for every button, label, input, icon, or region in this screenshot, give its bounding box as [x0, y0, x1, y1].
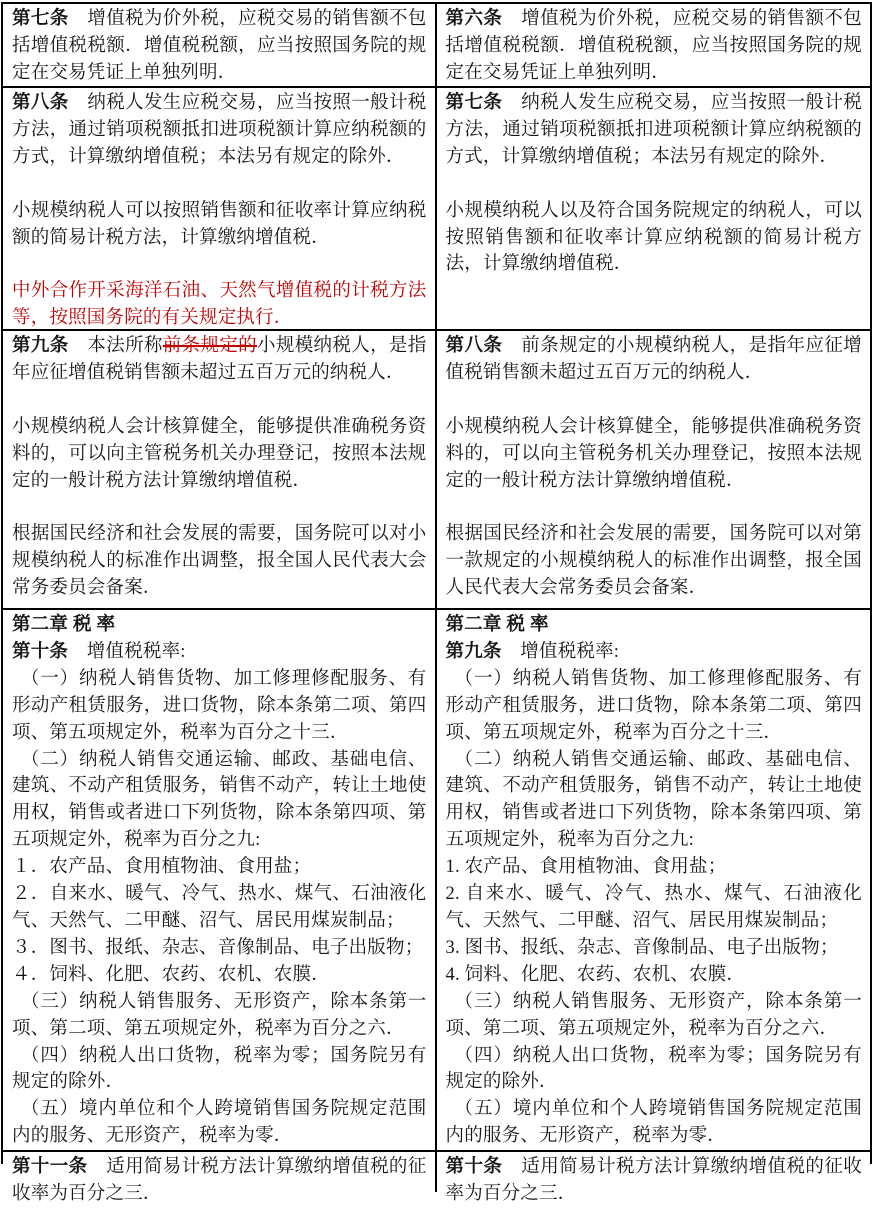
text-segment: （三）纳税人销售服务、无形资产，除本条第一项、第二项、第五项规定外，税率为百分之六． [12, 991, 427, 1039]
paragraph [446, 1043, 863, 1097]
table-cell-right [437, 1152, 871, 1204]
text-segment: １．农产品、食用植物油、食用盐； [12, 857, 312, 878]
table-cell-left [3, 610, 437, 1150]
article-number: 第十条 [12, 641, 69, 662]
text-segment: 增值税税率: [68, 641, 186, 662]
paragraph [12, 881, 427, 935]
article-number: 第九条 [445, 641, 502, 662]
paragraph [446, 414, 863, 495]
article-number: 第十一条 [12, 1157, 88, 1177]
table-cell-right [437, 88, 871, 329]
paragraph [12, 1043, 427, 1097]
paragraph [446, 881, 863, 935]
paragraph [12, 1154, 427, 1208]
paragraph [446, 6, 863, 87]
revision-text: 中外合作开采海洋石油、天然气增值税的计税方法等，按照国务院的有关规定执行． [12, 281, 427, 329]
table-cell-left [3, 88, 437, 329]
text-segment: 小规模纳税人会计核算健全，能够提供准确税务资料的，可以向主管税务机关办理登记，按照本法规定的一般计税方法计算缴纳增值税． [12, 416, 427, 491]
text-segment: （五）境内单位和个人跨境销售国务院规定范围内的服务、无形资产，税率为零． [12, 1099, 427, 1147]
deleted-text: 前条规定的 [162, 336, 258, 356]
article-number: 第二章 税 率 [445, 615, 549, 635]
paragraph-spacer [446, 387, 863, 414]
table-row [3, 88, 870, 331]
paragraph [12, 6, 427, 87]
paragraph-spacer [446, 494, 863, 521]
table-cell-left [3, 4, 437, 86]
text-segment: （五）境内单位和个人跨境销售国务院规定范围内的服务、无形资产，税率为零． [445, 1099, 862, 1147]
paragraph [446, 989, 863, 1043]
article-number: 第八条 [445, 336, 503, 356]
table-cell-left [3, 331, 437, 608]
paragraph [12, 962, 427, 989]
paragraph [12, 90, 427, 171]
text-segment: ４．饲料、化肥、农药、农机、农膜． [12, 964, 330, 985]
paragraph [12, 414, 427, 495]
paragraph-spacer [12, 494, 427, 521]
text-segment: 根据国民经济和社会发展的需要，国务院可以对第一款规定的小规模纳税人的标准作出调整，报全国人民代表大会常务委员会备案． [445, 524, 862, 599]
paragraph [12, 989, 427, 1043]
text-segment: （二）纳税人销售交通运输、邮政、基础电信、建筑、不动产租赁服务，销售不动产，转让土地使用权，销售或者进口下列货物，除本条第四项、第五项规定外，税率为百分之九: [445, 749, 862, 851]
text-segment: 3. 图书、报纸、杂志、音像制品、电子出版物； [445, 937, 839, 958]
text-segment: 适用简易计税方法计算缴纳增值税的征收率为百分之三． [445, 1157, 862, 1204]
text-segment: ２．自来水、暖气、冷气、热水、煤气、石油液化气、天然气、二甲醚、沼气、居民用煤炭制品； [12, 884, 427, 931]
table-row [3, 610, 870, 1152]
article-number: 第八条 [12, 93, 69, 113]
text-segment: （二）纳税人销售交通运输、邮政、基础电信、建筑、不动产租赁服务，销售不动产，转让土地使用权，销售或者进口下列货物，除本条第四项、第五项规定外，税率为百分之九: [12, 749, 427, 851]
text-segment: 增值税为价外税，应税交易的销售额不包括增值税税额．增值税税额，应当按照国务院的规定在交易凭证上单独列明． [445, 9, 862, 83]
paragraph [12, 935, 427, 962]
paragraph [446, 854, 863, 881]
text-segment: 小规模纳税人以及符合国务院规定的纳税人，可以按照销售额和征收率计算应纳税额的简易计税方法，计算缴纳增值税． [445, 200, 862, 275]
paragraph [12, 612, 427, 639]
text-segment: （一）纳税人销售货物、加工修理修配服务、有形动产租赁服务，进口货物，除本条第二项、第四项、第五项规定外，税率为百分之十三． [12, 668, 427, 743]
text-segment: 4. 饲料、化肥、农药、农机、农膜． [445, 964, 746, 985]
article-number: 第九条 [12, 336, 69, 356]
paragraph [446, 333, 863, 387]
table-cell-right [437, 4, 871, 86]
text-segment: （四）纳税人出口货物，税率为零；国务院另有规定的除外． [445, 1045, 862, 1093]
text-segment: 纳税人发生应税交易，应当按照一般计税方法，通过销项税额抵扣进项税额计算应纳税额的方式，计算缴纳增值税；本法另有规定的除外． [445, 93, 862, 167]
table-row [3, 1152, 870, 1204]
text-segment: 前条规定的小规模纳税人，是指年应征增值税销售额未超过五百万元的纳税人． [445, 336, 862, 383]
table-cell-right [437, 610, 871, 1150]
paragraph [446, 1096, 863, 1150]
text-segment: 适用简易计税方法计算缴纳增值税的征收率为百分之三． [12, 1157, 427, 1204]
table-cell-left [3, 1152, 437, 1204]
paragraph [446, 198, 863, 279]
paragraph [12, 1096, 427, 1150]
text-segment: 小规模纳税人可以按照销售额和征收率计算应纳税额的简易计税方法，计算缴纳增值税． [12, 200, 427, 248]
paragraph [12, 747, 427, 855]
paragraph [446, 962, 863, 989]
paragraph [446, 747, 863, 855]
paragraph [446, 666, 863, 747]
paragraph [12, 198, 427, 252]
paragraph [446, 639, 863, 666]
paragraph [446, 935, 863, 962]
text-segment: 根据国民经济和社会发展的需要，国务院可以对小规模纳税人的标准作出调整，报全国人民代表大会常务委员会备案． [12, 524, 427, 599]
article-number: 第七条 [12, 9, 69, 29]
text-segment: 小规模纳税人会计核算健全，能够提供准确税务资料的，可以向主管税务机关办理登记，按照本法规定的一般计税方法计算缴纳增值税． [445, 416, 862, 491]
paragraph-spacer [12, 387, 427, 414]
text-segment: 本法所称 [68, 336, 163, 356]
article-number: 第七条 [445, 93, 503, 113]
paragraph [12, 278, 427, 332]
text-segment: 小规模纳税人，是指年应征增值税销售额未超过五百万元的纳税人． [12, 336, 427, 383]
comparison-table [1, 2, 872, 1204]
paragraph [446, 521, 863, 602]
paragraph-spacer [446, 171, 863, 198]
paragraph [12, 639, 427, 666]
paragraph [12, 666, 427, 747]
table-cell-right [437, 331, 871, 608]
text-segment: （三）纳税人销售服务、无形资产，除本条第一项、第二项、第五项规定外，税率为百分之六． [445, 991, 862, 1039]
table-row [3, 331, 870, 610]
text-segment: 增值税为价外税，应税交易的销售额不包括增值税税额．增值税税额，应当按照国务院的规定在交易凭证上单独列明． [12, 9, 427, 83]
paragraph [12, 854, 427, 881]
text-segment: ３．图书、报纸、杂志、音像制品、电子出版物； [12, 937, 424, 958]
article-number: 第十条 [445, 1157, 503, 1177]
paragraph [446, 90, 863, 171]
text-segment: 纳税人发生应税交易，应当按照一般计税方法，通过销项税额抵扣进项税额计算应纳税额的方式，计算缴纳增值税；本法另有规定的除外． [12, 93, 427, 167]
paragraph-spacer [12, 251, 427, 278]
paragraph [12, 333, 427, 387]
text-segment: （一）纳税人销售货物、加工修理修配服务、有形动产租赁服务，进口货物，除本条第二项、第四项、第五项规定外，税率为百分之十三． [445, 668, 862, 743]
paragraph-spacer [12, 171, 427, 198]
text-segment: 2. 自来水、暖气、冷气、热水、煤气、石油液化气、天然气、二甲醚、沼气、居民用煤炭制品； [445, 884, 862, 931]
paragraph [446, 1154, 863, 1208]
table-row [3, 4, 870, 88]
article-number: 第六条 [445, 9, 503, 29]
text-segment: （四）纳税人出口货物，税率为零；国务院另有规定的除外． [12, 1045, 427, 1093]
paragraph [12, 521, 427, 602]
article-number: 第二章 税 率 [12, 615, 116, 635]
paragraph [446, 612, 863, 639]
text-segment: 增值税税率: [501, 641, 620, 662]
text-segment: 1. 农产品、食用植物油、食用盐； [445, 857, 727, 878]
